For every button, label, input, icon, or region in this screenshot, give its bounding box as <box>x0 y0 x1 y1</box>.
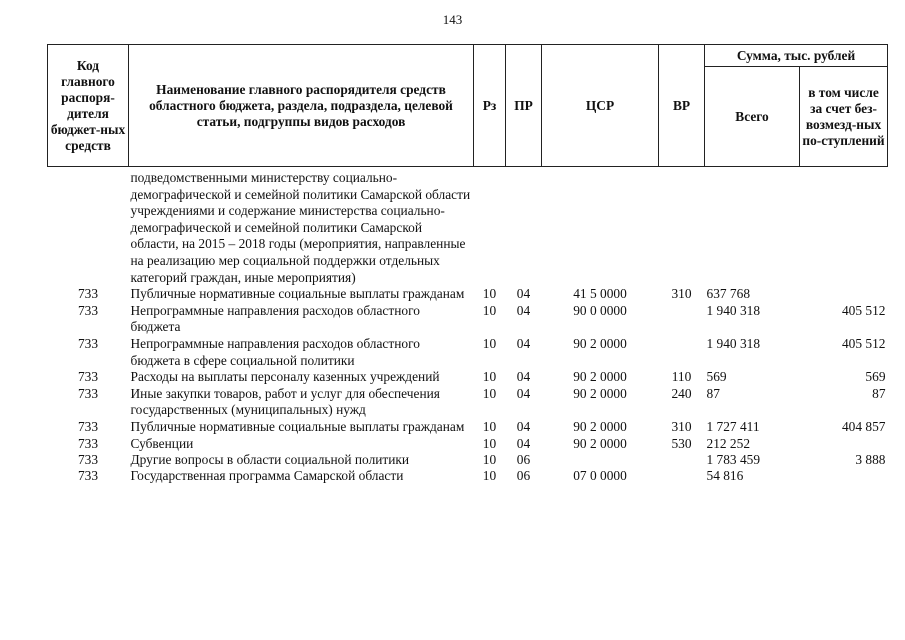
cell-total: 54 816 <box>706 467 744 483</box>
header-name: Наименование главного распорядителя средств областного бюджета, раздела, подраздела, целевой статьи, подгруппы видов расходов <box>129 45 474 167</box>
header-total: Всего <box>705 67 800 167</box>
cell-free: 569 <box>865 369 886 385</box>
cell-pr: 04 <box>516 418 531 434</box>
table-row <box>48 452 888 468</box>
cell-free: 405 512 <box>841 302 886 318</box>
header-vr: ВР <box>659 45 705 167</box>
cell-vr: 240 <box>671 385 692 401</box>
cell-code: 733 <box>77 286 99 302</box>
cell-vr <box>659 303 705 336</box>
cell-vr: 530 <box>671 435 692 451</box>
cell-vr: 310 <box>671 418 692 434</box>
cell-total: 569 <box>706 369 727 385</box>
cell-free <box>800 468 888 484</box>
cell-vr: 310 <box>671 286 692 302</box>
table-row <box>48 369 888 386</box>
cell-code: 733 <box>77 369 99 385</box>
cell-pr: 06 <box>516 467 531 483</box>
cell-free: 405 512 <box>841 335 886 351</box>
cell-rz: 10 <box>482 286 497 302</box>
cell-csr: 07 0 0000 <box>573 467 627 483</box>
continuation-text: подведомственными министерству социально-демографической и семейной политики Самарской области учреждениями и содержание министерства социально-демографической и семейной политики Самарской области, на 2015 – 2018 годы (мероприятия, направленные на реализацию мер социальной поддержки отдельных категорий граждан, иные мероприятия) <box>130 170 471 285</box>
table-row <box>48 468 888 484</box>
cell-free: 87 <box>872 385 886 401</box>
cell-csr: 90 2 0000 <box>573 369 627 385</box>
cell-name: Другие вопросы в области социальной политики <box>130 451 410 467</box>
page-number: 143 <box>442 12 463 27</box>
header-pr: ПР <box>506 45 542 167</box>
cell-vr <box>659 452 705 468</box>
cell-pr: 04 <box>516 335 531 351</box>
cell-code: 733 <box>77 385 99 401</box>
cell-rz: 10 <box>482 335 497 351</box>
header-free: в том числе за счет без-возмезд-ных по-ступлений <box>800 67 888 167</box>
cell-total: 87 <box>706 385 720 401</box>
table-row-continuation <box>48 167 888 287</box>
cell-rz: 10 <box>482 418 497 434</box>
cell-vr <box>659 468 705 484</box>
cell-rz: 10 <box>482 385 497 401</box>
table-row <box>48 286 888 303</box>
cell-pr: 04 <box>516 385 531 401</box>
cell-name: Непрограммные направления расходов областного бюджета <box>130 302 420 335</box>
cell-free: 3 888 <box>855 451 886 467</box>
cell-rz: 10 <box>482 467 497 483</box>
cell-rz: 10 <box>482 302 497 318</box>
cell-code: 733 <box>77 451 99 467</box>
cell-pr: 04 <box>516 435 531 451</box>
cell-code: 733 <box>77 418 99 434</box>
cell-total: 1 940 318 <box>706 335 761 351</box>
cell-vr: 110 <box>671 369 692 385</box>
cell-vr <box>659 336 705 369</box>
table-row <box>48 336 888 369</box>
cell-csr: 41 5 0000 <box>573 286 627 302</box>
cell-csr: 90 2 0000 <box>573 335 627 351</box>
cell-code: 733 <box>77 467 99 483</box>
cell-csr: 90 2 0000 <box>573 385 627 401</box>
cell-total: 1 727 411 <box>706 418 760 434</box>
table-body <box>48 167 888 484</box>
cell-name: Субвенции <box>130 435 194 451</box>
table-row <box>48 436 888 452</box>
cell-csr <box>542 452 659 468</box>
cell-pr: 04 <box>516 369 531 385</box>
cell-total: 637 768 <box>706 286 751 302</box>
cell-rz: 10 <box>482 369 497 385</box>
table-row <box>48 386 888 419</box>
cell-name: Публичные нормативные социальные выплаты гражданам <box>130 286 465 302</box>
table-header <box>48 45 888 167</box>
cell-total: 1 940 318 <box>706 302 761 318</box>
cell-name: Государственная программа Самарской области <box>130 467 404 483</box>
cell-name: Расходы на выплаты персоналу казенных учреждений <box>130 369 440 385</box>
cell-csr: 90 2 0000 <box>573 418 627 434</box>
header-code: Код главного распоря-дителя бюджет-ных средств <box>48 45 129 167</box>
cell-free: 404 857 <box>841 418 886 434</box>
cell-rz: 10 <box>482 435 497 451</box>
header-csr: ЦСР <box>542 45 659 167</box>
cell-total: 1 783 459 <box>706 451 761 467</box>
cell-csr: 90 0 0000 <box>573 302 627 318</box>
cell-pr: 06 <box>516 451 531 467</box>
header-sum-group: Сумма, тыс. рублей <box>705 45 888 67</box>
budget-table <box>47 44 888 484</box>
cell-code: 733 <box>77 335 99 351</box>
cell-code: 733 <box>77 302 99 318</box>
cell-pr: 04 <box>516 302 531 318</box>
table-row <box>48 303 888 336</box>
cell-name: Иные закупки товаров, работ и услуг для обеспечения государственных (муниципальных) нужд <box>130 385 440 418</box>
cell-rz: 10 <box>482 451 497 467</box>
header-rz: Рз <box>474 45 506 167</box>
cell-code: 733 <box>77 435 99 451</box>
cell-free <box>800 436 888 452</box>
table-row <box>48 419 888 436</box>
cell-csr: 90 2 0000 <box>573 435 627 451</box>
cell-total: 212 252 <box>706 435 751 451</box>
cell-name: Публичные нормативные социальные выплаты гражданам <box>130 418 465 434</box>
cell-free <box>800 286 888 303</box>
cell-name: Непрограммные направления расходов областного бюджета в сфере социальной политики <box>130 335 420 368</box>
cell-pr: 04 <box>516 286 531 302</box>
